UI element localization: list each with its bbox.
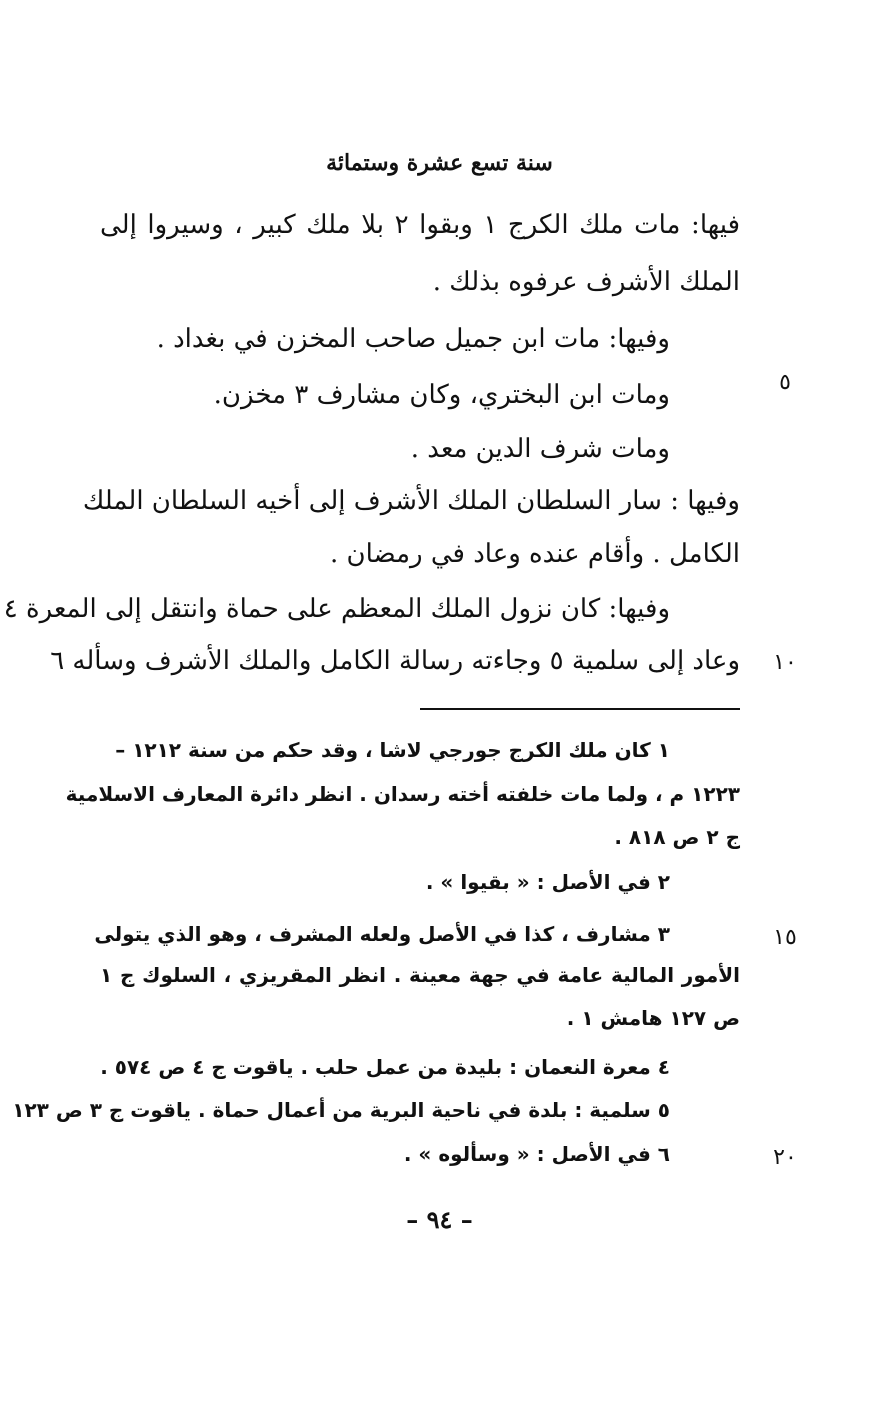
body-line-8: وفيها: كان نزول الملك المعظم على حماة وانتقل إلى المعرة ٤ [3,594,670,624]
footnote-3-line-1: ٣ مشارف ، كذا في الأصل ولعله المشرف ، وهو الذي يتولى [94,922,670,946]
footnote-1-line-1: ١ كان ملك الكرج جورجي لاشا ، وقد حكم من سنة ١٢١٢ – [115,738,670,762]
footnote-6: ٦ في الأصل : « وسألوه » . [403,1142,670,1166]
footnote-1-line-3: ج ٢ ص ٨١٨ . [614,825,740,849]
body-line-2: الملك الأشرف عرفوه بذلك . [432,267,740,297]
body-line-7: الكامل . وأقام عنده وعاد في رمضان . [330,539,740,569]
body-line-3: وفيها: مات ابن جميل صاحب المخزن في بغداد . [156,324,670,354]
body-line-6: وفيها : سار السلطان الملك الأشرف إلى أخيه السلطان الملك [82,486,740,516]
body-line-5: ومات شرف الدين معد . [410,434,670,464]
body-line-1: فيها: مات ملك الكرج ١ وبقوا ٢ بلا ملك كبير ، وسيروا إلى [100,210,740,240]
body-line-4: ومات ابن البختري، وكان مشارف ٣ مخزن. [213,380,670,410]
footnote-3-line-3: ص ١٢٧ هامش ١ . [566,1006,740,1030]
footnote-4: ٤ معرة النعمان : بليدة من عمل حلب . ياقوت ج ٤ ص ٥٧٤ . [100,1055,670,1079]
footnote-3-line-2: الأمور المالية عامة في جهة معينة . انظر المقريزي ، السلوك ج ١ [100,963,740,987]
footnote-2: ٢ في الأصل : « بقيوا » . [425,870,670,894]
footnote-separator [420,708,740,710]
line-number-10: ١٠ [773,650,797,675]
body-line-9: وعاد إلى سلمية ٥ وجاءته رسالة الكامل والملك الأشرف وسأله ٦ [50,646,740,676]
footnote-5: ٥ سلمية : بلدة في ناحية البرية من أعمال حماة . ياقوت ج ٣ ص ١٢٣ [12,1098,670,1122]
line-number-20: ٢٠ [773,1145,797,1170]
footnote-1-line-2: ١٢٢٣ م ، ولما مات خلفته أخته رسدان . انظر دائرة المعارف الاسلامية [65,782,740,806]
line-number-15: ١٥ [773,925,797,950]
section-heading: سنة تسع عشرة وستمائة [326,150,553,176]
line-number-5: ٥ [779,370,791,395]
page-number: – ٩٤ – [406,1205,473,1234]
